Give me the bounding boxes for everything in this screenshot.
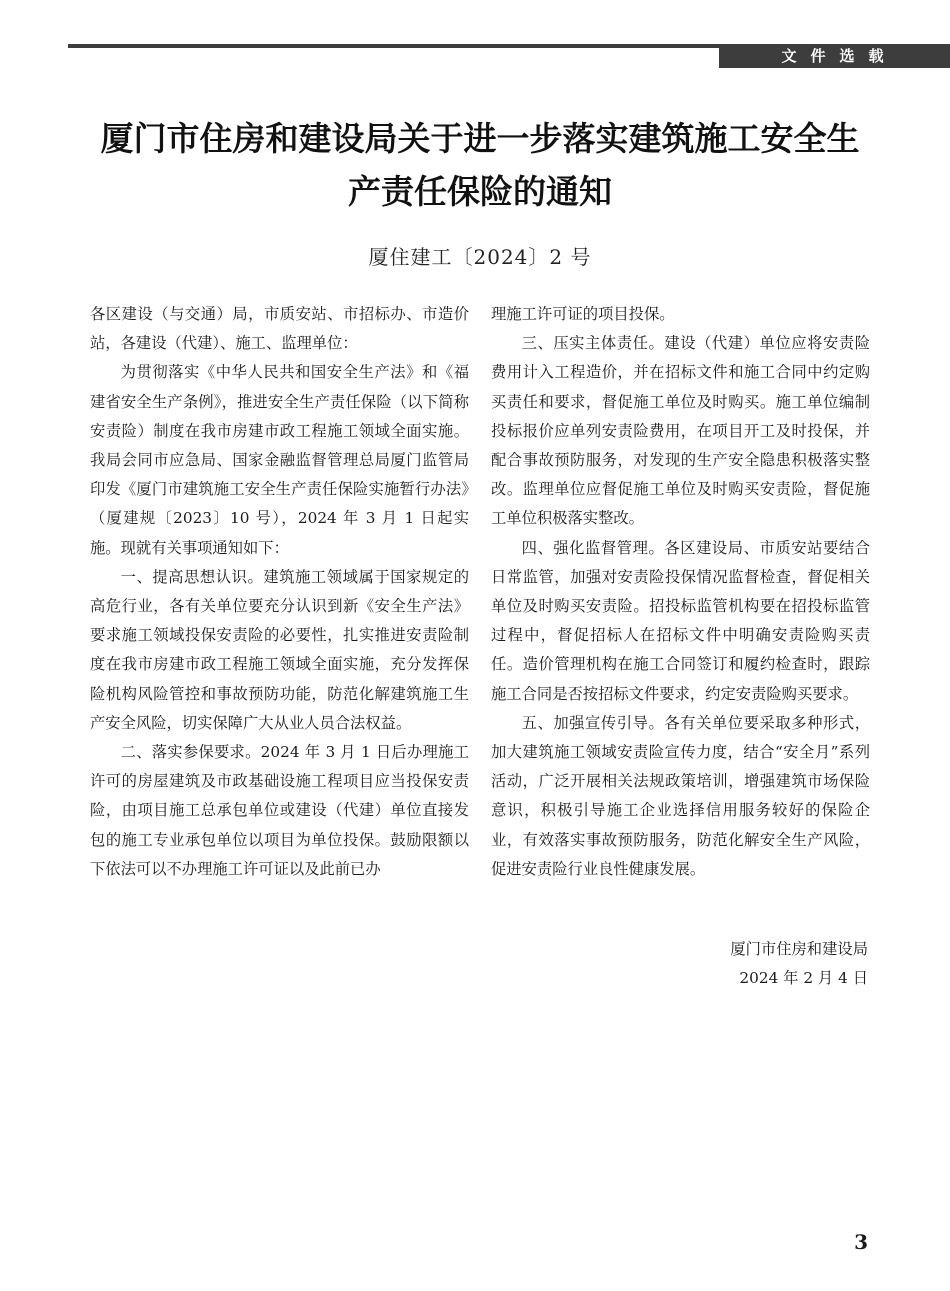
intro-paragraph: 为贯彻落实《中华人民共和国安全生产法》和《福建省安全生产条例》，推进安全生产责任保险（以下简称安责险）制度在我市房建市政工程施工领域全面实施。我局会同市应急局、国家金融监督管理总局厦门监管局印发《厦门市建筑施工安全生产责任保险实施暂行办法》（厦建规〔2023〕10 号），2024 年 3 月 1 日起实施。现就有关事项通知如下： (90, 363, 469, 557)
issue-date: 2024 年 2 月 4 日 (739, 969, 868, 987)
title-line-2: 产责任保险的通知 (348, 172, 612, 211)
item-2-continuation: 理施工许可证的项目投保。 (491, 305, 675, 323)
right-column (491, 300, 870, 884)
section-label: 文件选载 (719, 44, 950, 68)
signature-block (600, 935, 868, 993)
document-number: 厦住建工〔2024〕2 号 (368, 245, 592, 269)
item-2-paragraph: 二、落实参保要求。2024 年 3 月 1 日后办理施工许可的房屋建筑及市政基础设施工程项目应当投保安责险，由项目施工总承包单位或建设（代建）单位直接发包的施工专业承包单位以项目为单位投保。鼓励限额以下依法可以不办理施工许可证以及此前已办 (90, 743, 469, 878)
issuer-name: 厦门市住房和建设局 (730, 940, 868, 958)
title-line-1: 厦门市住房和建设局关于进一步落实建筑施工安全生 (100, 119, 860, 158)
item-4-paragraph: 四、强化监督管理。各区建设局、市质安站要结合日常监管，加强对安责险投保情况监督检查，督促相关单位及时购买安责险。招投标监管机构要在招投标监管过程中，督促招标人在招标文件中明确安责险购买责任。造价管理机构在施工合同签订和履约检查时，跟踪施工合同是否按招标文件要求，约定安责险购买要求。 (491, 538, 870, 703)
item-3-paragraph: 三、压实主体责任。建设（代建）单位应将安责险费用计入工程造价，并在招标文件和施工合同中约定购买责任和要求，督促施工单位及时购买。施工单位编制投标报价应单列安责险费用，在项目开工及时投保，并配合事故预防服务，对发现的生产安全隐患积极落实整改。监理单位应督促施工单位及时购买安责险，督促施工单位积极落实整改。 (491, 334, 870, 528)
addressee-paragraph: 各区建设（与交通）局，市质安站、市招标办、市造价站，各建设（代建）、施工、监理单位： (90, 305, 469, 353)
document-title (90, 112, 870, 218)
page-number: 3 (854, 1230, 868, 1254)
item-1-paragraph: 一、提高思想认识。建筑施工领域属于国家规定的高危行业，各有关单位要充分认识到新《安全生产法》要求施工领域投保安责险的必要性，扎实推进安责险制度在我市房建市政工程施工领域全面实施，充分发挥保险机构风险管控和事故预防功能，防范化解建筑施工生产安全风险，切实保障广大从业人员合法权益。 (90, 567, 469, 732)
left-column (90, 300, 469, 884)
item-5-paragraph: 五、加强宣传引导。各有关单位要采取多种形式，加大建筑施工领域安责险宣传力度，结合“安全月”系列活动，广泛开展相关法规政策培训，增强建筑市场保险意识，积极引导施工企业选择信用服务较好的保险企业，有效落实事故预防服务，防范化解安全生产风险，促进安责险行业良性健康发展。 (491, 713, 870, 878)
